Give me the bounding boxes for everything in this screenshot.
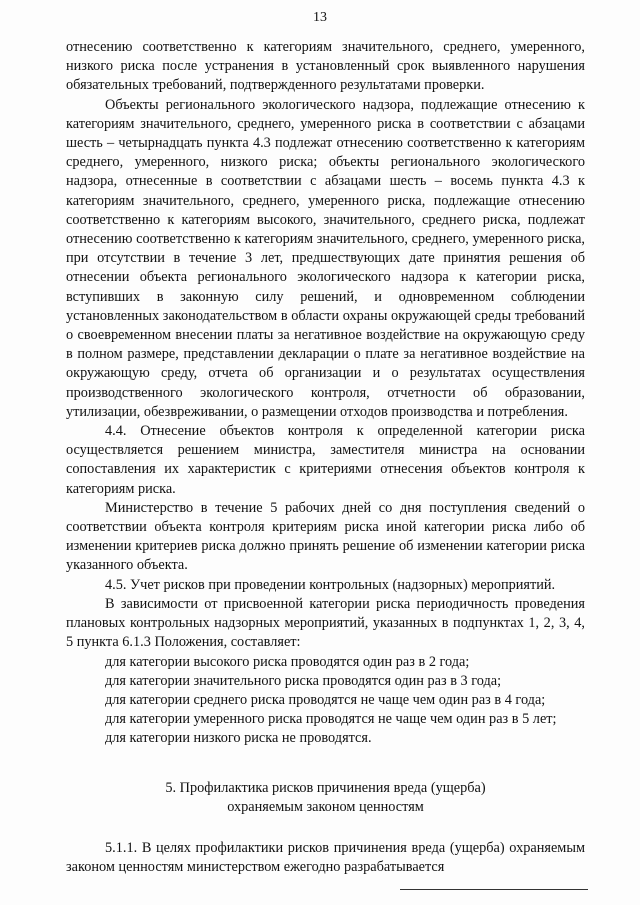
list-item-low-risk: для категории низкого риска не проводятся. (105, 730, 372, 747)
paragraph-continuation: отнесению соответственно к категориям значительного, среднего, умеренного, низкого риска после устранения в установленный срок выявленного нарушения обязательных требований, подтвержденного результатами проверки. (66, 39, 585, 94)
paragraph-4-4: 4.4. Отнесение объектов контроля к определенной категории риска осуществляется решением министра, заместителя министра на основании сопоставления их характеристик с критериями отнесения объектов контроля к категориям риска. (66, 423, 585, 497)
page-number: 13 (313, 10, 327, 25)
paragraph-4-5: 4.5. Учет рисков при проведении контрольных (надзорных) мероприятий. (105, 576, 556, 593)
paragraph-regional-supervision: Объекты регионального экологического надзора, подлежащие отнесению к категориям значительного, среднего, умеренного риска в соответствии с абзацами шесть – четырнадцать пункта 4.3 подлежат отнесению соответственно к категориям среднего, умеренного, низкого риска; объекты регионального экологического надзора, отнесенные в соответствии с абзацами шесть – восемь пункта 4.3 к категориям значительного, среднего, умеренного риска, подлежащие отнесению соответственно к категориям высокого, значительного, среднего риска, подлежат отнесению соответственно к категориям значительного, среднего, умеренного риска, при отсутствии в течение 3 лет, предшествующих дате принятия решения об отнесении объекта регионального экологического надзора к категории риска, вступивших в законную силу решений, и одновременном соблюдении установленных законодательством в области охраны окружающей среды требований о своевременном внесении платы за негативное воздействие на окружающую среду в полном размере, представлении декларации о плате за негативное воздействие на окружающую среду, отчета об организации и о результатах осуществления производственного экологического контроля, отчетности об образовании, утилизации, обезвреживании, о размещении отходов производства и потребления. (66, 96, 585, 420)
section-heading-line2: охраняемым законом ценностям (227, 798, 424, 815)
section-heading-line1: 5. Профилактика рисков причинения вреда (ущерба) (165, 779, 486, 796)
list-item-moderate-risk: для категории умеренного риска проводятся не чаще чем один раз в 5 лет; (105, 711, 557, 728)
list-item-high-risk: для категории высокого риска проводятся один раз в 2 года; (105, 653, 470, 670)
document-body (66, 38, 585, 877)
paragraph-ministry-deadline: Министерство в течение 5 рабочих дней со дня поступления сведений о соответствии объекта контроля критериям риска иной категории риска либо об изменении критериев риска должно принять решение об изменении категории риска указанного объекта. (66, 499, 585, 574)
paragraph-periodicity: В зависимости от присвоенной категории риска периодичность проведения плановых контрольных надзорных мероприятий, указанных в подпунктах 1, 2, 3, 4, 5 пункта 6.1.3 Положения, составляет: (66, 595, 585, 651)
paragraph-5-1-1: 5.1.1. В целях профилактики рисков причинения вреда (ущерба) охраняемым законом ценностям министерством ежегодно разрабатывается (66, 839, 585, 876)
list-item-significant-risk: для категории значительного риска проводятся один раз в 3 года; (105, 672, 502, 689)
footer-rule (400, 889, 588, 890)
list-item-medium-risk: для категории среднего риска проводятся не чаще чем один раз в 4 года; (105, 691, 546, 708)
section-heading (66, 779, 585, 817)
